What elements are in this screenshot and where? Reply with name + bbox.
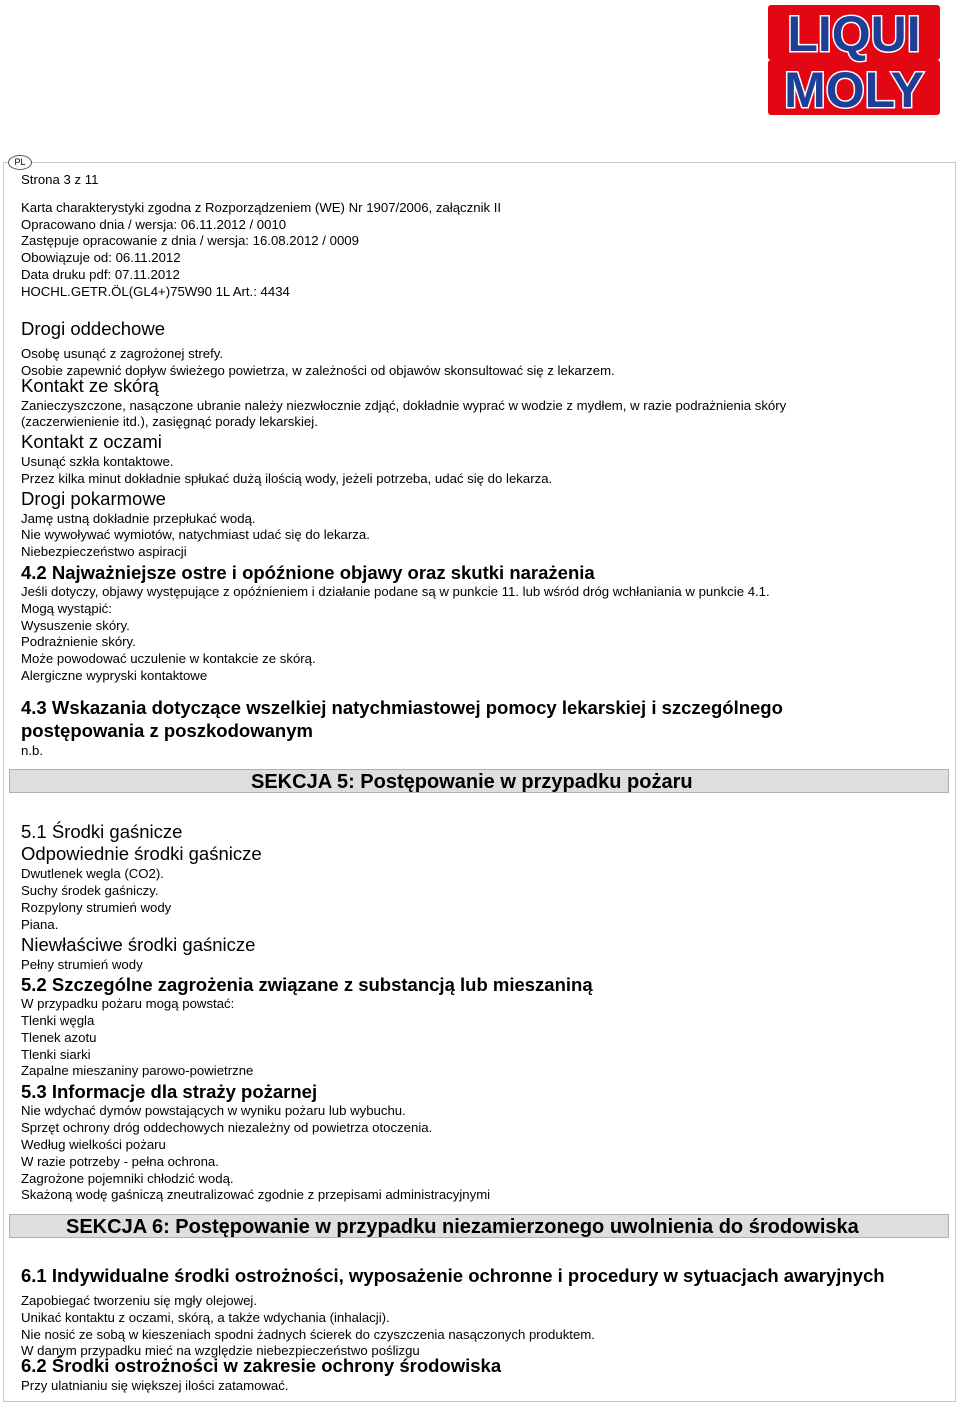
regulation-line: Karta charakterystyki zgodna z Rozporządzeniem (WE) Nr 1907/2006, załącznik II [21, 200, 502, 215]
section-4-2-text-6: Alergiczne wypryski kontaktowe [21, 668, 208, 683]
inhalation-text-2: Osobie zapewnić dopływ świeżego powietrza, w zależności od objawów skonsultować się z lekarzem. [21, 363, 615, 378]
section-5-2-text-1: W przypadku pożaru mogą powstać: [21, 996, 235, 1011]
language-badge: PL [8, 155, 32, 170]
section-5-3-text-1: Nie wdychać dymów powstających w wyniku pożaru lub wybuchu. [21, 1103, 406, 1118]
section-4-3-heading-1: 4.3 Wskazania dotyczące wszelkiej natychmiastowej pomocy lekarskiej i szczególnego [21, 697, 783, 718]
suitable-media-2: Suchy środek gaśniczy. [21, 883, 159, 898]
section-5-title: SEKCJA 5: Postępowanie w przypadku pożaru [9, 769, 949, 793]
section-6-title: SEKCJA 6: Postępowanie w przypadku niezamierzonego uwolnienia do środowiska [9, 1214, 949, 1238]
section-5-3-text-5: Zagrożone pojemniki chłodzić wodą. [21, 1171, 234, 1186]
section-5-2-text-5: Zapalne mieszaniny parowo-powietrzne [21, 1063, 254, 1078]
page-number: Strona 3 z 11 [21, 172, 99, 187]
section-4-2-text-2: Mogą wystąpić: [21, 601, 112, 616]
valid-line: Obowiązuje od: 06.11.2012 [21, 250, 181, 265]
section-6-1-text-4: W danym przypadku mieć na względzie niebezpieczeństwo poślizgu [21, 1343, 420, 1358]
section-5-2-text-2: Tlenki węgla [21, 1013, 95, 1028]
suitable-media-3: Rozpylony strumień wody [21, 900, 172, 915]
unsuitable-media-heading: Niewłaściwe środki gaśnicze [21, 934, 256, 955]
product-line: HOCHL.GETR.ÖL(GL4+)75W90 1L Art.: 4434 [21, 284, 290, 299]
section-5-2-text-3: Tlenek azotu [21, 1030, 97, 1045]
section-6-2-text-1: Przy ulatnianiu się większej ilości zatamować. [21, 1378, 289, 1393]
section-4-2-heading: 4.2 Najważniejsze ostre i opóźnione objawy oraz skutki narażenia [21, 562, 595, 583]
section-4-2-text-4: Podrażnienie skóry. [21, 634, 136, 649]
section-6-1-heading: 6.1 Indywidualne środki ostrożności, wyposażenie ochronne i procedury w sytuacjach awaryjnych [21, 1265, 885, 1286]
section-5-3-text-4: W razie potrzeby - pełna ochrona. [21, 1154, 219, 1169]
liqui-moly-logo [766, 3, 942, 117]
print-date-line: Data druku pdf: 07.11.2012 [21, 267, 180, 282]
section-5-1-heading: 5.1 Środki gaśnicze [21, 821, 183, 842]
suitable-media-1: Dwutlenek wegla (CO2). [21, 866, 164, 881]
inhalation-heading: Drogi oddechowe [21, 318, 165, 339]
skin-heading: Kontakt ze skórą [21, 375, 159, 396]
replaces-line: Zastępuje opracowanie z dnia / wersja: 16.08.2012 / 0009 [21, 233, 359, 248]
section-5-3-text-6: Skażoną wodę gaśniczą zneutralizować zgodnie z przepisami administracyjnymi [21, 1187, 491, 1202]
section-6-2-heading: 6.2 Środki ostrożności w zakresie ochrony środowiska [21, 1355, 502, 1376]
section-6-1-text-3: Nie nosić ze sobą w kieszeniach spodni żadnych ścierek do czyszczenia nasączonych produktem. [21, 1327, 595, 1342]
ingestion-text-3: Niebezpieczeństwo aspiracji [21, 544, 187, 559]
section-4-3-text: n.b. [21, 743, 43, 758]
logo-line-2: MOLY [784, 62, 924, 117]
eye-text-1: Usunąć szkła kontaktowe. [21, 454, 174, 469]
section-4-2-text-3: Wysuszenie skóry. [21, 618, 130, 633]
eye-heading: Kontakt z oczami [21, 431, 162, 452]
section-6-1-text-2: Unikać kontaktu z oczami, skórą, a także wdychania (inhalacji). [21, 1310, 390, 1325]
section-5-3-heading: 5.3 Informacje dla straży pożarnej [21, 1081, 318, 1102]
skin-text-2: (zaczerwienienie itd.), zasięgnąć porady lekarskiej. [21, 414, 318, 429]
logo-line-1: LIQUI [787, 6, 921, 62]
suitable-media-4: Piana. [21, 917, 59, 932]
inhalation-text-1: Osobę usunąć z zagrożonej strefy. [21, 346, 224, 361]
section-4-2-text-1: Jeśli dotyczy, objawy występujące z opóźnieniem i działanie podane są w punkcie 11. lub wśród dróg wchłaniania w punkcie 4.1. [21, 584, 770, 599]
section-4-2-text-5: Może powodować uczulenie w kontakcie ze skórą. [21, 651, 316, 666]
suitable-media-heading: Odpowiednie środki gaśnicze [21, 843, 262, 864]
section-5-3-text-2: Sprzęt ochrony dróg oddechowych niezależny od powietrza otoczenia. [21, 1120, 433, 1135]
skin-text-1: Zanieczyszczone, nasączone ubranie należy niezwłocznie zdjąć, dokładnie wyprać w wodzie z mydłem, w razie podrażnienia skóry [21, 398, 787, 413]
unsuitable-media-1: Pełny strumień wody [21, 957, 143, 972]
section-6-1-text-1: Zapobiegać tworzeniu się mgły olejowej. [21, 1293, 258, 1308]
section-5-2-heading: 5.2 Szczególne zagrożenia związane z substancją lub mieszaniną [21, 974, 593, 995]
ingestion-heading: Drogi pokarmowe [21, 488, 166, 509]
ingestion-text-2: Nie wywoływać wymiotów, natychmiast udać się do lekarza. [21, 527, 370, 542]
ingestion-text-1: Jamę ustną dokładnie przepłukać wodą. [21, 511, 256, 526]
created-line: Opracowano dnia / wersja: 06.11.2012 / 0010 [21, 217, 287, 232]
section-5-2-text-4: Tlenki siarki [21, 1047, 91, 1062]
section-4-3-heading-2: postępowania z poszkodowanym [21, 720, 313, 741]
eye-text-2: Przez kilka minut dokładnie spłukać dużą ilością wody, jeżeli potrzeba, udać się do lekarza. [21, 471, 553, 486]
section-5-3-text-3: Według wielkości pożaru [21, 1137, 166, 1152]
